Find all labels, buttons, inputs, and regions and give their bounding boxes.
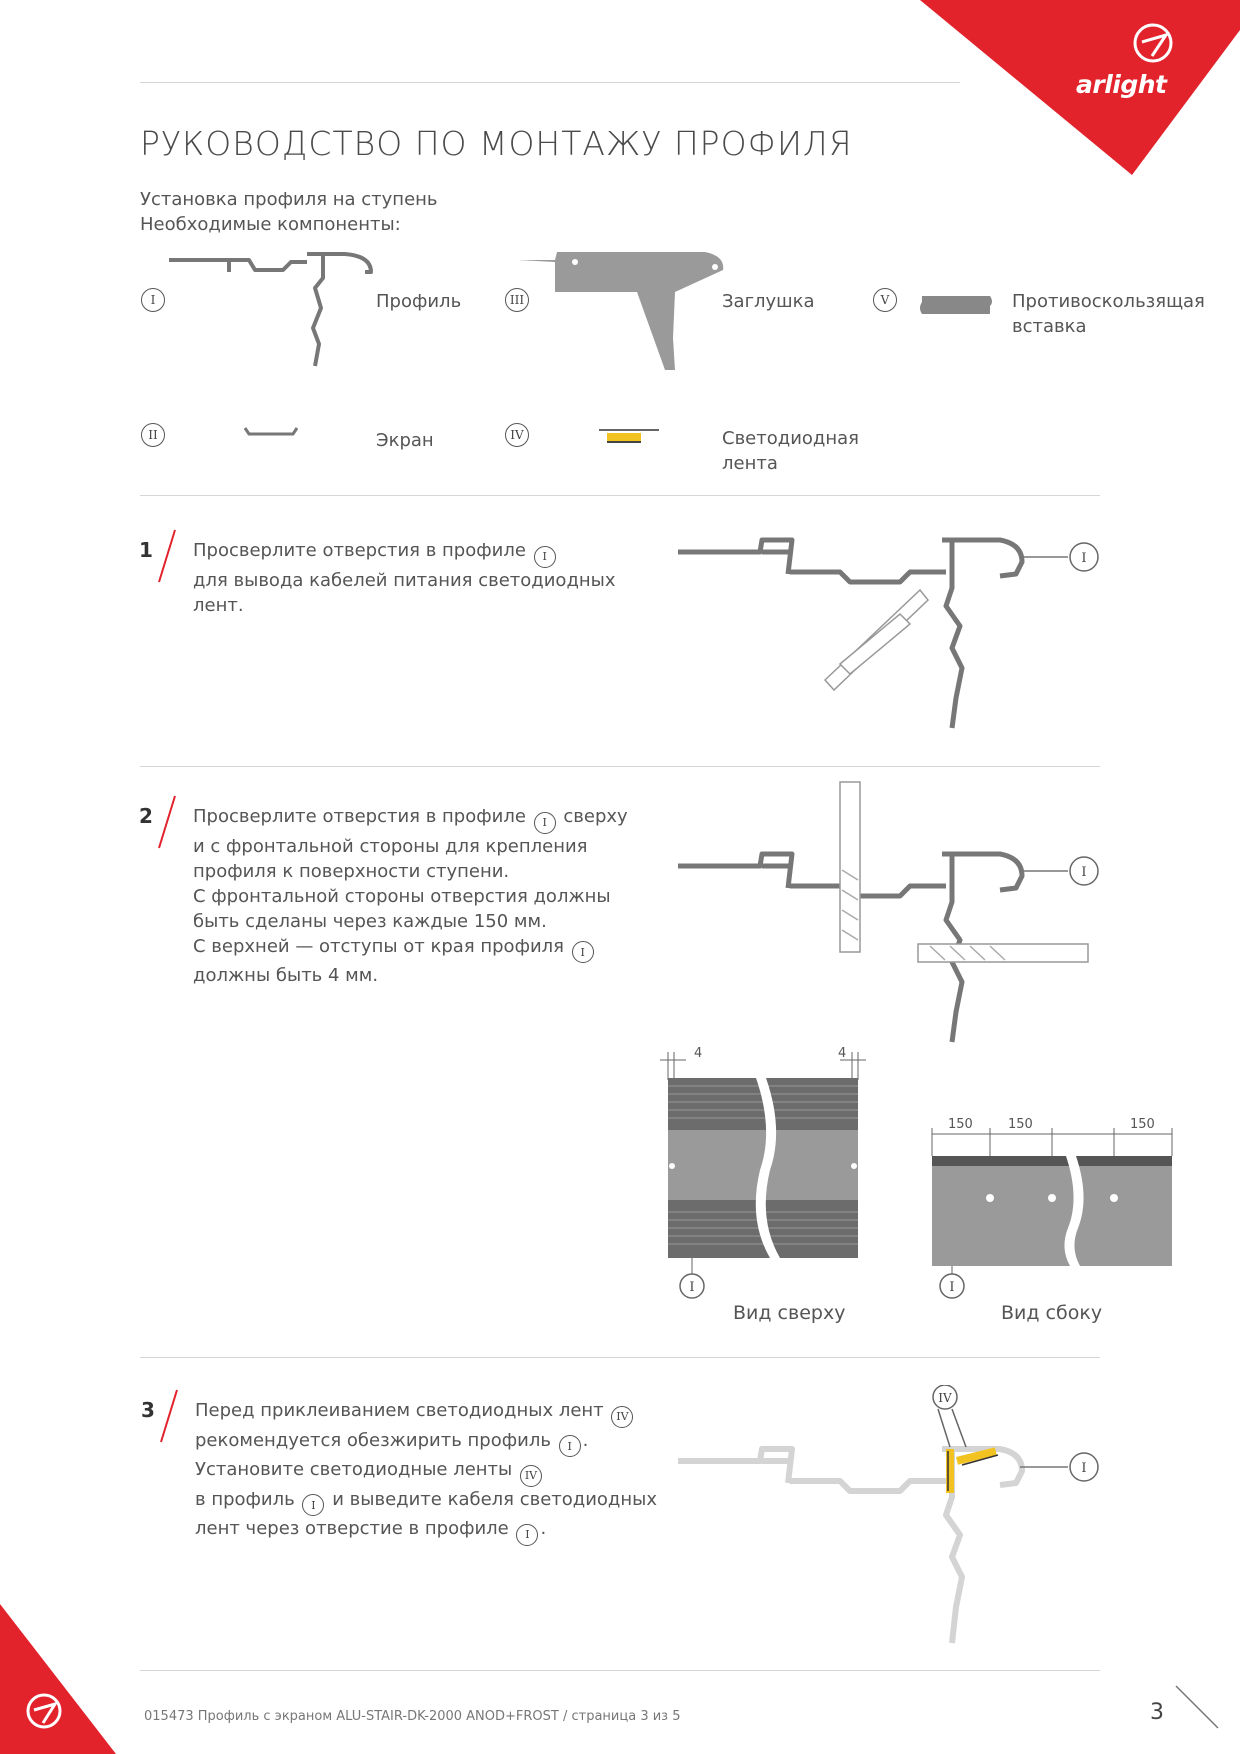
profile-callout: I: [1081, 1461, 1087, 1476]
step-2-text: [193, 804, 653, 988]
step-text-line: лент через отверстие в профиле: [195, 1518, 509, 1539]
step-text-line: Установите светодиодные ленты: [195, 1459, 513, 1480]
side-view-diagram: [920, 1108, 1180, 1300]
step-2-drilling-diagram: [670, 780, 1100, 1050]
led-strip-ref: IV: [611, 1406, 633, 1428]
section-divider: [140, 766, 1100, 767]
page-number: 3: [1150, 1700, 1164, 1725]
profile-ref: I: [559, 1435, 581, 1457]
step-3-led-install-diagram: [670, 1385, 1100, 1650]
end-cap-icon: [515, 248, 730, 373]
footer-text: 015473 Профиль с экраном ALU-STAIR-DK-2000 ANOD+FROST / страница 3 из 5: [144, 1709, 681, 1724]
dim-label: 150: [948, 1117, 973, 1132]
anti-slip-insert-icon: [918, 292, 994, 320]
step-text-line: Перед приклеиванием светодиодных лент: [195, 1400, 604, 1421]
step-text-line: .: [540, 1518, 547, 1539]
step-text-line: Просверлите отверстия в профиле: [193, 540, 526, 561]
led-strip-icon: [597, 424, 661, 448]
section-divider: [140, 1357, 1100, 1358]
component-label: Заглушка: [722, 291, 815, 312]
diffuser-icon: [243, 424, 299, 440]
component-label: Профиль: [376, 291, 462, 312]
page-corner-line: [1172, 1682, 1222, 1732]
component-label-line: Светодиодная: [722, 428, 859, 449]
step-slash: [155, 528, 179, 584]
step-text-line: должны быть 4 мм.: [193, 965, 379, 986]
dim-label: 150: [1130, 1117, 1155, 1132]
step-text-line: профиля к поверхности ступени.: [193, 860, 510, 882]
footer-rule: [140, 1670, 1100, 1671]
step-number: 2: [139, 804, 153, 828]
top-rule: [140, 82, 960, 83]
profile-icon: [165, 248, 375, 368]
profile-ref: I: [572, 941, 594, 963]
brand-logo: arlight: [1076, 70, 1167, 99]
component-number: II: [141, 423, 165, 447]
profile-ref: I: [516, 1524, 538, 1546]
side-view-ref: I: [949, 1280, 955, 1295]
profile-callout: I: [1081, 865, 1087, 880]
step-text-line: .: [582, 1429, 589, 1451]
step-text-line: сверху: [563, 806, 628, 827]
step-text-line: в профиль: [195, 1488, 295, 1510]
component-number: V: [873, 288, 897, 312]
component-number: IV: [505, 423, 529, 447]
step-text-line: и с фронтальной стороны для крепления: [193, 835, 588, 857]
step-1-text: [193, 538, 643, 618]
step-3-text: [195, 1398, 665, 1546]
step-number: 3: [141, 1398, 155, 1422]
dim-label: 4: [694, 1046, 703, 1061]
step-text-line: быть сделаны через каждые 150 мм.: [193, 910, 547, 932]
profile-ref: I: [534, 812, 556, 834]
intro-line-1: Установка профиля на ступень: [140, 189, 438, 210]
page-title: РУКОВОДСТВО ПО МОНТАЖУ ПРОФИЛЯ: [140, 124, 853, 163]
step-1-drilling-diagram: [670, 530, 1100, 735]
profile-ref: I: [534, 546, 556, 568]
component-number: I: [141, 288, 165, 312]
top-view-caption: Вид сверху: [733, 1302, 846, 1324]
component-label-line: вставка: [1012, 316, 1087, 337]
dim-label: 4: [838, 1046, 847, 1061]
component-label-line: лента: [722, 453, 778, 474]
side-view-caption: Вид сбоку: [1001, 1302, 1103, 1324]
component-label: [722, 426, 859, 476]
step-text-line: для вывода кабелей питания светодиодных: [193, 569, 616, 591]
step-text-line: лент.: [193, 594, 244, 616]
profile-callout: I: [1081, 551, 1087, 566]
component-label-line: Противоскользящая: [1012, 291, 1205, 312]
step-text-line: С фронтальной стороны отверстия должны: [193, 885, 611, 907]
led-strip-ref: IV: [520, 1465, 542, 1487]
section-divider: [140, 495, 1100, 496]
profile-ref: I: [302, 1494, 324, 1516]
step-slash: [155, 794, 179, 850]
step-text-line: Просверлите отверстия в профиле: [193, 806, 526, 827]
brand-corner-bottom: [0, 1604, 120, 1754]
step-slash: [157, 1388, 181, 1444]
step-text-line: и выведите кабеля светодиодных: [332, 1488, 658, 1510]
led-strip-callout: IV: [938, 1391, 952, 1405]
intro-line-2: Необходимые компоненты:: [140, 214, 401, 235]
top-view-ref: I: [689, 1280, 695, 1295]
component-number: III: [505, 288, 529, 312]
component-label: [1012, 289, 1205, 339]
step-number: 1: [139, 538, 153, 562]
step-text-line: рекомендуется обезжирить профиль: [195, 1429, 551, 1451]
step-text-line: С верхней — отступы от края профиля: [193, 935, 564, 957]
component-label: Экран: [376, 430, 434, 451]
top-view-diagram: [648, 1030, 898, 1300]
dim-label: 150: [1008, 1117, 1033, 1132]
